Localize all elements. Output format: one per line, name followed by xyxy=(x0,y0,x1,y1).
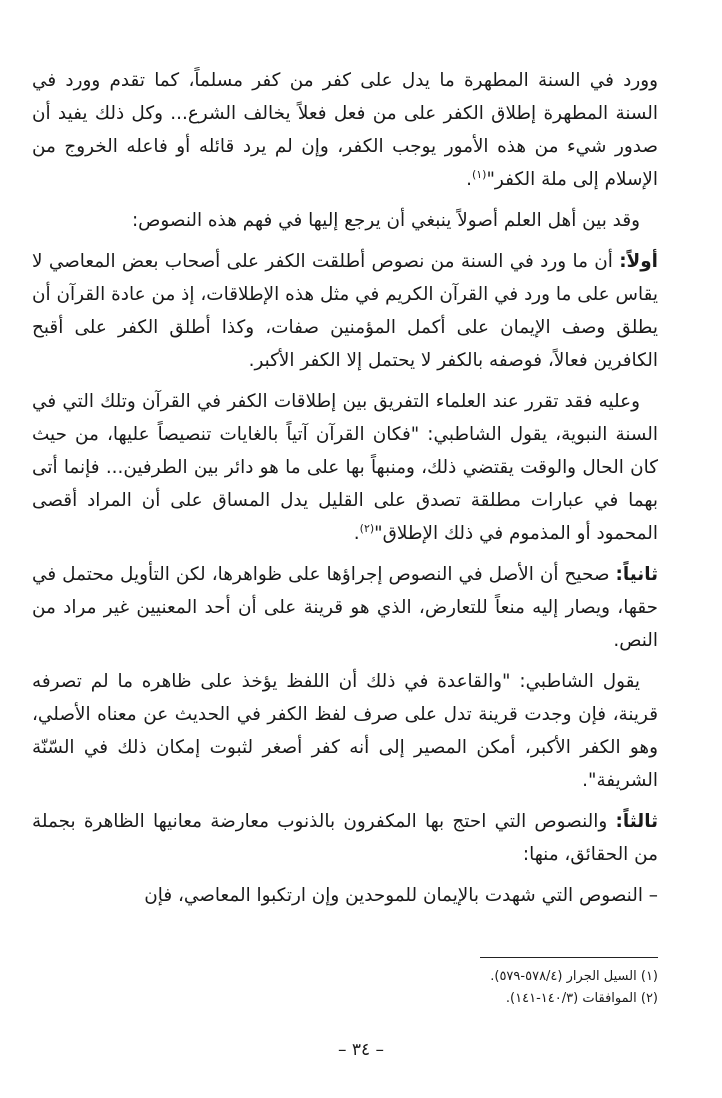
paragraph-1-text: وورد في السنة المطهرة ما يدل على كفر من كفر مسلماً، كما تقدم وورد في السنة المطهرة إطلاق الكفر على من فعل فعلاً يخالف الشرع... وكل ذلك يفيد أن صدور شيء من هذه الأمور يوجب الكفر، وإن لم يرد قائله أو فاعله الخروج من الإسلام إلى ملة الكفر" xyxy=(32,70,658,190)
paragraph-5-text: صحيح أن الأصل في النصوص إجراؤها على ظواهرها، لكن التأويل محتمل في حقها، ويصار إليه منعاً للتعارض، الذي هو قرينة على أن أحد المعنيين غير مراد من النص. xyxy=(32,564,658,651)
paragraph-5 xyxy=(32,558,658,657)
main-text xyxy=(32,64,658,920)
paragraph-3-text: أن ما ورد في السنة من نصوص أطلقت الكفر على أصحاب بعض المعاصي لا يقاس على ما ورد في القرآن الكريم في مثل هذه الإطلاقات، إذ من عادة القرآن أن يطلق وصف الإيمان على أكمل المؤمنين صفات، وكذا أطلق الكفر على أقبح الكافرين فعالاً، فوصفه بالكفر لا يحتمل إلا الكفر الأكبر. xyxy=(32,251,658,371)
paragraph-6-text: يقول الشاطبي: "والقاعدة في ذلك أن اللفظ يؤخذ على ظاهره ما لم تصرفه قرينة، فإن وجدت قرينة تدل على صرف لفظ الكفر في الحديث عن معناه الأصلي، وهو الكفر الأكبر، أمكن المصير إلى أنه كفر أصغر لثبوت إمكان ذلك في السّنّة الشريفة". xyxy=(32,671,658,791)
footnote-ref-2[interactable]: (٢) xyxy=(359,521,375,535)
footnote-1: (١) السيل الجرار (٥٧٨/٤-٥٧٩). xyxy=(490,969,658,984)
paragraph-6 xyxy=(32,665,658,797)
paragraph-1 xyxy=(32,64,658,196)
footnote-2: (٢) الموافقات (١٤٠/٣-١٤١). xyxy=(505,991,658,1006)
paragraph-2 xyxy=(32,204,658,237)
paragraph-8-text: – النصوص التي شهدت بالإيمان للموحدين وإن ارتكبوا المعاصي، فإن xyxy=(144,885,658,906)
paragraph-5-lead: ثانياً: xyxy=(615,564,658,585)
footnote-divider xyxy=(480,957,658,958)
paragraph-8 xyxy=(32,879,658,912)
footnotes xyxy=(32,966,658,1010)
paragraph-7-lead: ثالثاً: xyxy=(615,811,658,832)
paragraph-2-text: وقد بين أهل العلم أصولاً ينبغي أن يرجع إليها في فهم هذه النصوص: xyxy=(131,210,640,231)
paragraph-7 xyxy=(32,805,658,871)
page-number: – ٣٤ – xyxy=(337,1040,385,1060)
footnote-ref-1[interactable]: (١) xyxy=(471,167,487,181)
paragraph-3-lead: أولاً: xyxy=(619,251,658,272)
paragraph-3 xyxy=(32,245,658,377)
paragraph-1-tail: . xyxy=(466,169,472,190)
paragraph-4-text: وعليه فقد تقرر عند العلماء التفريق بين إطلاقات الكفر في القرآن وتلك التي في السنة النبوية، يقول الشاطبي: "فكان القرآن آتياً بالغايات تنصيصاً عليها، من حيث كان الحال والوقت يقتضي ذلك، ومنبهاً بها على ما هو دائر بين الطرفين... فإنما أتى بهما في عبارات مطلقة تصدق على القليل يدل المساق على أن المراد أقصى المحمود أو المذموم في ذلك الإطلاق" xyxy=(32,391,658,544)
paragraph-4 xyxy=(32,385,658,550)
paragraph-7-text: والنصوص التي احتج بها المكفرون بالذنوب معارضة معانيها الظاهرة بجملة من الحقائق، منها: xyxy=(32,811,658,865)
paragraph-4-tail: . xyxy=(353,523,360,544)
